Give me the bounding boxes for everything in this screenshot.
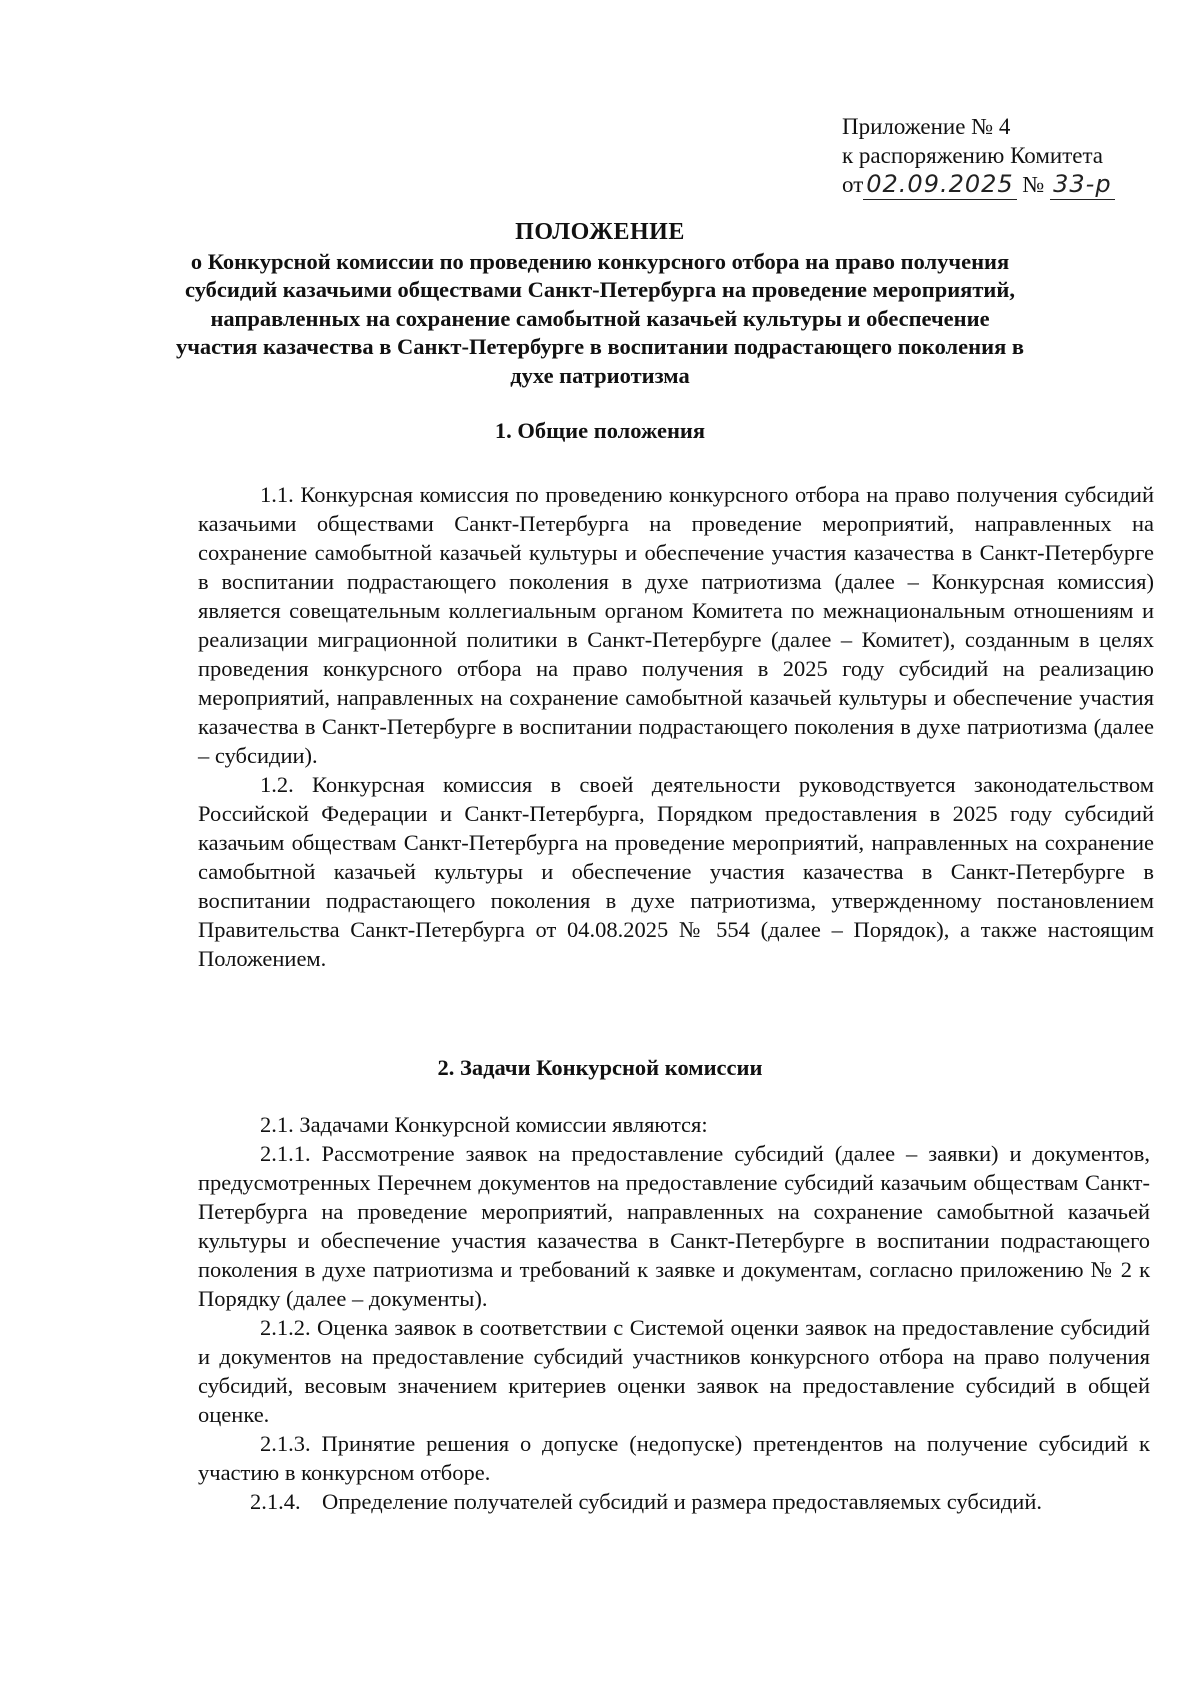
item-text: Определение получателей субсидий и размера предоставляемых субсидий. xyxy=(322,1489,1043,1514)
paragraph-2-1-4 xyxy=(198,1487,1150,1516)
paragraph-1-2: 1.2. Конкурсная комиссия в своей деятельности руководствуется законодательством Российской Федерации и Санкт-Петербурга, Порядком предоставления в 2025 году субсидий казачьим обществам Санкт-Петербурга на проведение мероприятий, направленных на сохранение самобытной казачьей культуры и обеспечение участия казачества в Санкт-Петербурге в воспитании подрастающего поколения в духе патриотизма, утвержденному постановлением Правительства Санкт-Петербурга от 04.08.2025 № 554 (далее – Порядок), а также настоящим Положением. xyxy=(198,772,1154,971)
document-title-block xyxy=(170,218,1030,390)
document-title: ПОЛОЖЕНИЕ xyxy=(515,219,685,245)
handwritten-number: 33-р xyxy=(1050,170,1114,200)
paragraph-2-1: 2.1. Задачами Конкурсной комиссии являются: xyxy=(260,1112,708,1137)
item-number: 2.1.4. xyxy=(250,1489,301,1514)
date-prefix: от xyxy=(842,172,864,197)
section-1-body xyxy=(198,480,1154,973)
appendix-line-2: к распоряжению Комитета xyxy=(842,143,1103,168)
paragraph-2-1-3: 2.1.3. Принятие решения о допуске (недопуске) претендентов на получение субсидий к участию в конкурсном отборе. xyxy=(198,1431,1150,1485)
paragraph-2-1-1: 2.1.1. Рассмотрение заявок на предоставление субсидий (далее – заявки) и документов, предусмотренных Перечнем документов на предоставление субсидий казачьим обществам Санкт-Петербурга на проведение мероприятий, направленных на сохранение самобытной казачьей культуры и обеспечение участия казачества в Санкт-Петербурге в воспитании подрастающего поколения в духе патриотизма и требований к заявке и документам, согласно приложению № 2 к Порядку (далее – документы). xyxy=(198,1141,1150,1311)
section-2-heading: 2. Задачи Конкурсной комиссии xyxy=(437,1055,763,1080)
section-1-heading: 1. Общие положения xyxy=(494,418,706,443)
document-subtitle: о Конкурсной комиссии по проведению конкурсного отбора на право получения субсидий казачьими обществами Санкт-Петербурга на проведение мероприятий, направленных на сохранение самобытной казачьей культуры и обеспечение участия казачества в Санкт-Петербурге в воспитании подрастающего поколения в духе патриотизма xyxy=(175,248,1025,388)
number-prefix: № xyxy=(1022,172,1045,197)
paragraph-1-1: 1.1. Конкурсная комиссия по проведению конкурсного отбора на право получения субсидий казачьими обществами Санкт-Петербурга на проведение мероприятий, направленных на сохранение самобытной казачьей культуры и обеспечение участия казачества в Санкт-Петербурге в воспитании подрастающего поколения в духе патриотизма (далее – Конкурсная комиссия) является совещательным коллегиальным органом Комитета по межнациональным отношениям и реализации миграционной политики в Санкт-Петербурге (далее – Комитет), созданным в целях проведения конкурсного отбора на право получения в 2025 году субсидий на реализацию мероприятий, направленных на сохранение самобытной казачьей культуры и обеспечение участия казачества в Санкт-Петербурге в воспитании подрастающего поколения в духе патриотизма (далее – субсидии). xyxy=(198,482,1154,768)
handwritten-date: 02.09.2025 xyxy=(863,170,1016,200)
appendix-block xyxy=(842,112,1172,200)
appendix-line-1: Приложение № 4 xyxy=(842,114,1011,139)
appendix-date-line xyxy=(842,170,1172,200)
section-2-body xyxy=(198,1110,1150,1516)
paragraph-2-1-2: 2.1.2. Оценка заявок в соответствии с Системой оценки заявок на предоставление субсидий и документов на предоставление субсидий участников конкурсного отбора на право получения субсидий, весовым значением критериев оценки заявок на предоставление субсидий в общей оценке. xyxy=(198,1315,1150,1427)
